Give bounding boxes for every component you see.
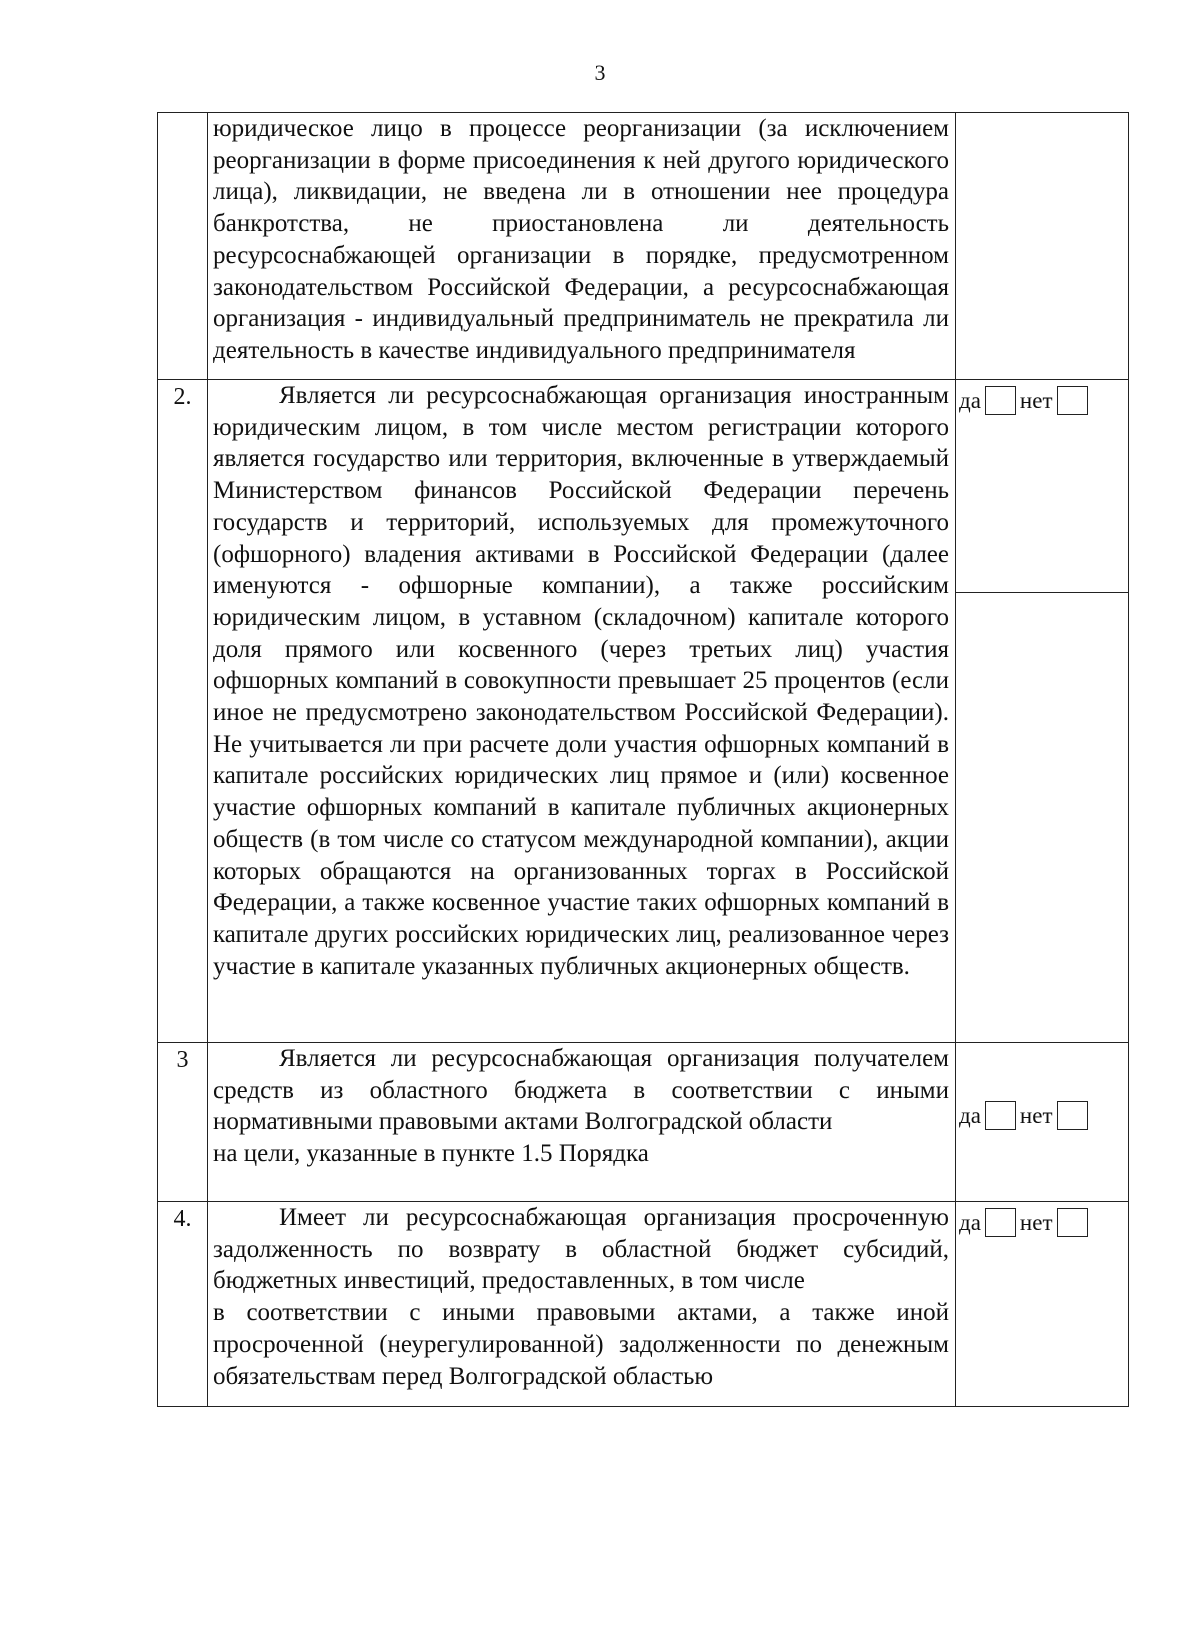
question-text-part: Является ли ресурсоснабжающая организация получателем средств из областного бюджета в соответствии с иными нормативными правовыми актами Волгоградской области <box>213 1045 949 1136</box>
table-row <box>158 113 1129 380</box>
yes-label: да <box>959 1102 981 1128</box>
page-number: 3 <box>594 60 606 85</box>
no-checkbox[interactable] <box>1057 386 1088 415</box>
row-number: 2. <box>158 380 208 1043</box>
question-text <box>208 380 956 1043</box>
no-label: нет <box>1019 1102 1053 1128</box>
question-text <box>208 1043 956 1202</box>
table-row <box>158 1202 1129 1407</box>
yes-checkbox[interactable] <box>985 1101 1016 1130</box>
question-text-part: юридическое лицо в процессе реорганизации (за исключением реорганизации в форме присоединения к ней другого юридического лица), ликвидации, не введена ли в отношении нее процедура банкротства, не приостановлена ли деятельность ресурсоснабжающей организации в порядке, предусмотренном законодательством Российской Федерации, а ресурсоснабжающая организация - индивидуальный предприниматель не прекратила ли деятельность в качестве индивидуального предпринимателя <box>213 115 949 364</box>
yes-checkbox[interactable] <box>985 1208 1016 1237</box>
yes-label: да <box>959 387 981 413</box>
table-row <box>158 380 1129 593</box>
yes-no-answer <box>956 380 1128 415</box>
question-text-part <box>213 380 949 982</box>
no-checkbox[interactable] <box>1057 1208 1088 1237</box>
no-label: нет <box>1019 1209 1053 1235</box>
question-text-part: Имеет ли ресурсоснабжающая организация просроченную задолженность по возврату в областной бюджет субсидий, бюджетных инвестиций, предоставленных, в том числе <box>213 1204 949 1295</box>
question-text-part-b: офшорные компании), а также российским юридическим лицом, в уставном (складочном) капитале которого доля прямого или косвенного (через третьих лиц) участия офшорных компаний в совокупности превышает 25 процентов (если иное не предусмотрено законодательством Российской Федерации). Не учитывается ли при расчете доли участия офшорных компаний в капитале российских юридических лиц прямое и (или) косвенное участие офшорных компаний в капитале публичных акционерных обществ (в том числе со статусом международной компании), акции которых обращаются на организованных торгах в Российской Федерации, а также косвенное участие таких офшорных компаний в капитале других российских юридических лиц, реализованное через участие в капитале указанных публичных акционерных обществ. <box>213 572 949 980</box>
table-row <box>158 1043 1129 1202</box>
answer-cell <box>956 1043 1129 1202</box>
question-text-part: на цели, указанные в пункте 1.5 Порядка <box>213 1140 649 1168</box>
question-text-part: в соответствии с иными правовыми актами, а также иной просроченной (неурегулированной) задолженности по денежным обязательствам перед Волгоградской областью <box>213 1299 949 1390</box>
answer-cell <box>956 380 1129 593</box>
question-text-part-a: Является ли ресурсоснабжающая организация иностранным юридическим лицом, в том числе местом регистрации которого является государство или территория, включенные в утверждаемый Министерством финансов Российской Федерации перечень государств и территорий, используемых для промежуточного (офшорного) владения активами в Российской Федерации (далее именуются - <box>213 382 949 600</box>
questionnaire-table <box>157 112 1129 1407</box>
yes-no-answer <box>956 1202 1128 1237</box>
question-text <box>208 1202 956 1407</box>
yes-no-answer <box>956 1043 1128 1130</box>
yes-label: да <box>959 1209 981 1235</box>
answer-cell <box>956 1202 1129 1407</box>
no-checkbox[interactable] <box>1057 1101 1088 1130</box>
row-number: 4. <box>158 1202 208 1407</box>
question-text <box>208 113 956 380</box>
answer-cell <box>956 113 1129 380</box>
yes-checkbox[interactable] <box>985 386 1016 415</box>
no-label: нет <box>1019 387 1053 413</box>
answer-cell <box>956 593 1129 1043</box>
row-number <box>158 113 208 380</box>
row-number: 3 <box>158 1043 208 1202</box>
